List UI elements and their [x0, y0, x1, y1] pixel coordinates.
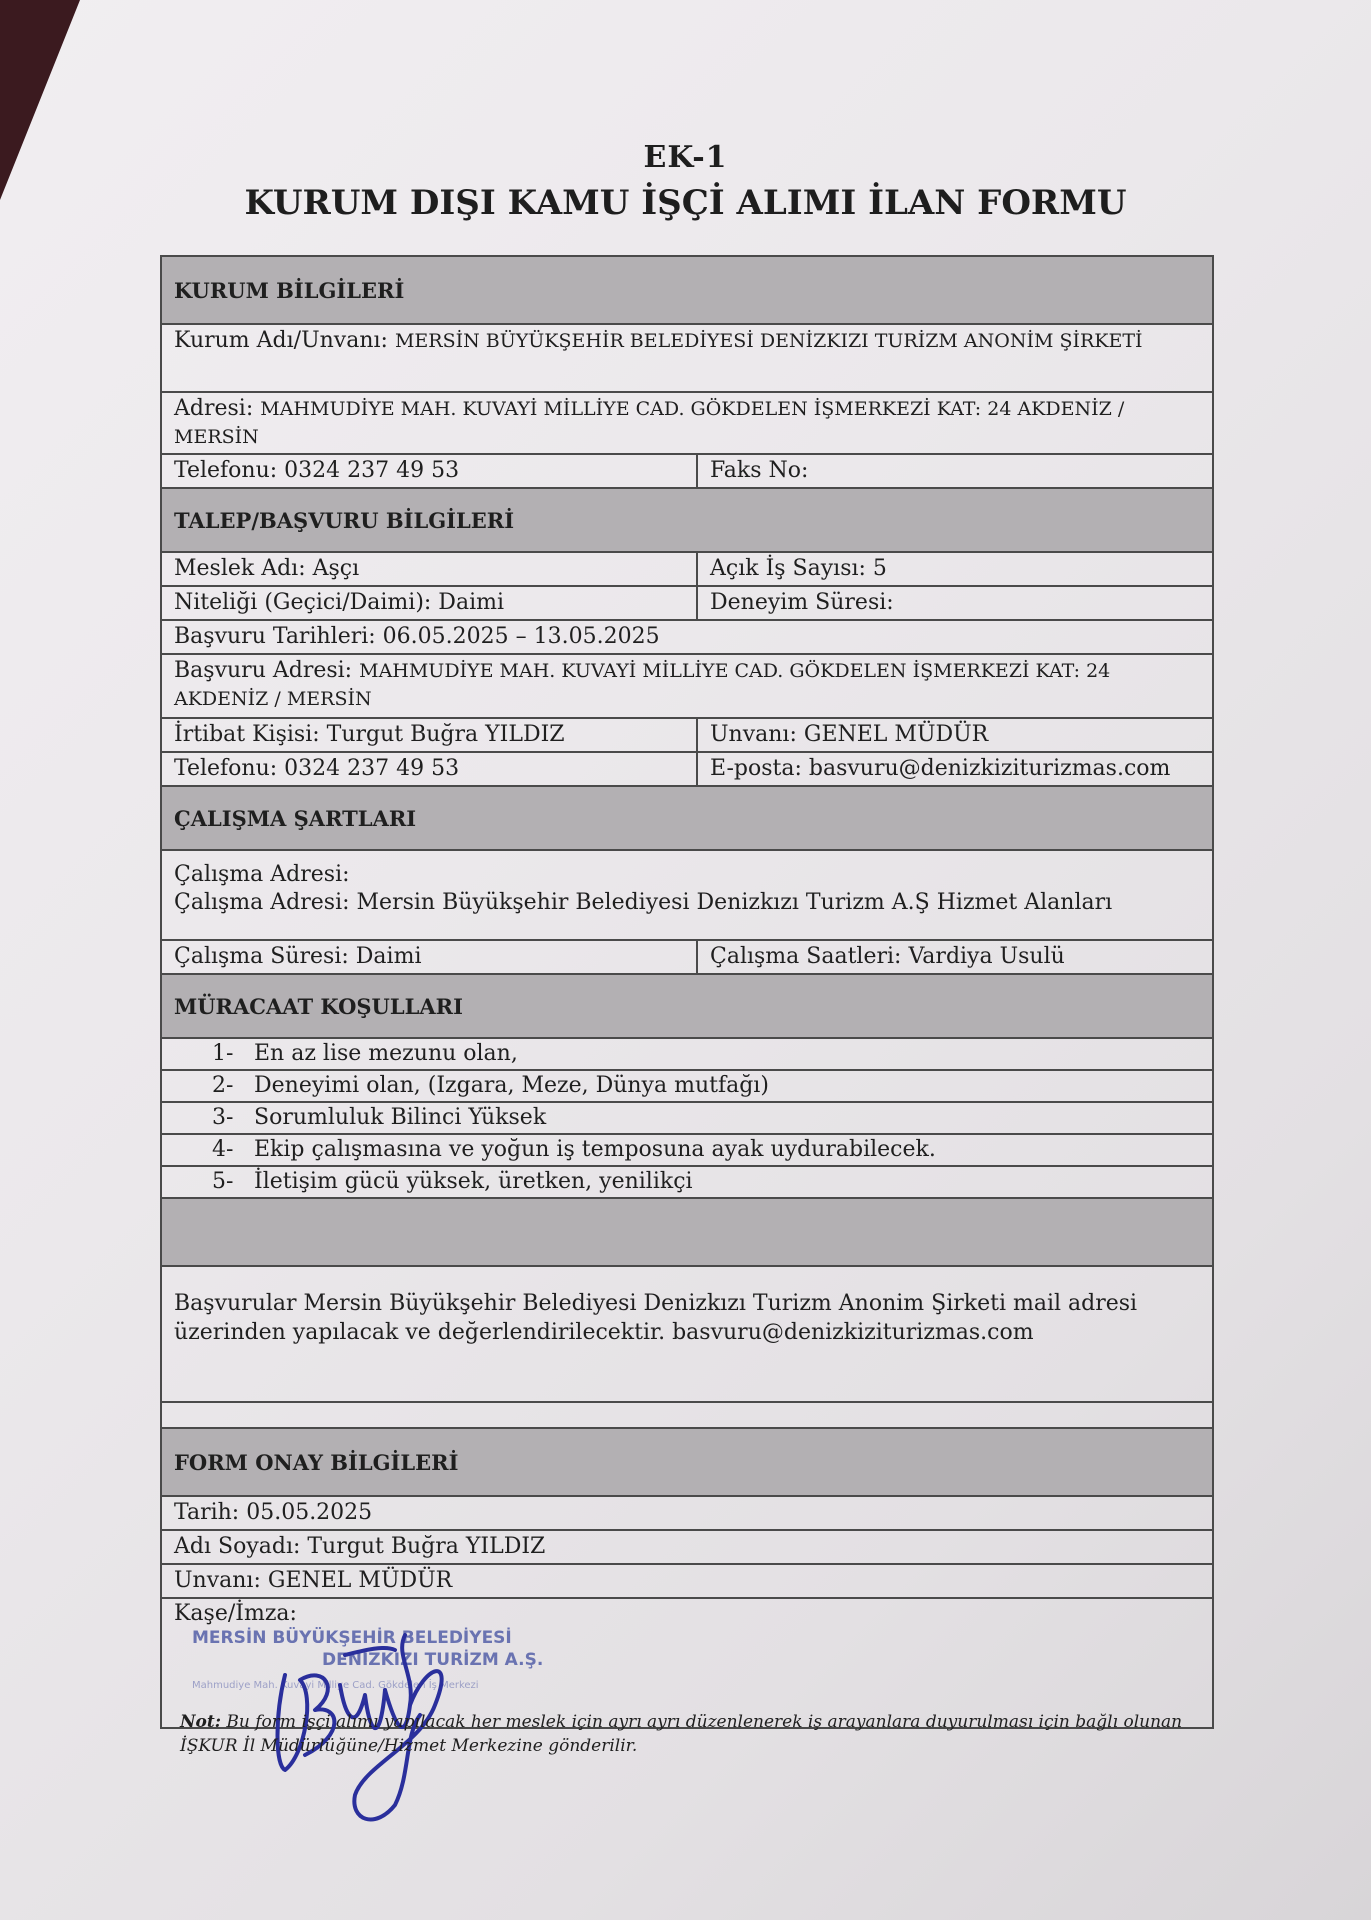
- talep-eposta: E-posta: basvuru@denizkiziturizmas.com: [710, 756, 1171, 781]
- basvuru-notu: Başvurular Mersin Büyükşehir Belediyesi Denizkızı Turizm Anonim Şirketi mail adresi üzerinden yapılacak ve değerlendirilecektir. basvuru@denizkiziturizmas.com: [162, 1267, 1212, 1403]
- talep-telefon: Telefonu: 0324 237 49 53: [162, 753, 698, 785]
- document-header: [0, 140, 1371, 223]
- basvuru-tarihleri: Başvuru Tarihleri: 06.05.2025 – 13.05.2025: [162, 621, 1212, 655]
- note-text: Bu form işçi alımı yapılacak her meslek için ayrı ayrı düzenlenerek iş arayanlara duyurulması için bağlı olunan İŞKUR İl Müdürlüğüne/Hizmet Merkezine gönderilir.: [180, 1712, 1183, 1756]
- calisma-adresi-line1: Çalışma Adresi:: [174, 862, 350, 887]
- section-muracaat-kosullari: MÜRACAAT KOŞULLARI: [162, 975, 1212, 1039]
- basvuru-adresi-label: Başvuru Adresi:: [174, 658, 353, 683]
- acik-is-sayisi: Açık İş Sayısı: 5: [710, 556, 887, 581]
- section-talep-basvuru: TALEP/BAŞVURU BİLGİLERİ: [162, 489, 1212, 553]
- telefon-eposta-row: [162, 753, 1212, 787]
- stamp-line-3: Mahmudiye Mah. Kuvayi Milliye Cad. Gökdelen İş Merkezi: [192, 1680, 479, 1691]
- basvuru-adresi-value: MAHMUDİYE MAH. KUVAYİ MİLLİYE CAD. GÖKDELEN İŞMERKEZİ KAT: 24 AKDENİZ / MERSİN: [174, 660, 1111, 710]
- note-label: Not:: [180, 1712, 222, 1732]
- basvuru-adresi-row: [162, 655, 1212, 719]
- deneyim-suresi: Deneyim Süresi:: [710, 590, 894, 615]
- list-item: [162, 1167, 1212, 1199]
- list-item: [162, 1135, 1212, 1167]
- item-text: Sorumluluk Bilinci Yüksek: [254, 1105, 547, 1130]
- kase-imza-label: Kaşe/İmza:: [174, 1601, 297, 1626]
- item-number: 4-: [212, 1137, 234, 1162]
- kurum-adi-label: Kurum Adı/Unvanı:: [174, 328, 388, 353]
- kurum-adi-value: MERSİN BÜYÜKŞEHİR BELEDİYESİ DENİZKIZI TURİZM ANONİM ŞİRKETİ: [394, 330, 1143, 352]
- item-number: 1-: [212, 1041, 234, 1066]
- nitelik-row: [162, 587, 1212, 621]
- item-text: Ekip çalışmasına ve yoğun iş temposuna ayak uydurabilecek.: [254, 1137, 936, 1162]
- section-kurum-bilgileri: KURUM BİLGİLERİ: [162, 257, 1212, 325]
- list-item: [162, 1039, 1212, 1071]
- niteligi: Niteliği (Geçici/Daimi): Daimi: [162, 587, 698, 619]
- irtibat-row: [162, 719, 1212, 753]
- kurum-telefon-faks-row: [162, 455, 1212, 489]
- kurum-adi-row: [162, 325, 1212, 393]
- section-form-onay: FORM ONAY BİLGİLERİ: [162, 1427, 1212, 1497]
- item-number: 3-: [212, 1105, 234, 1130]
- kurum-adres-label: Adresi:: [174, 396, 254, 421]
- calisma-saatleri: Çalışma Saatleri: Vardiya Usulü: [710, 944, 1065, 969]
- kurum-telefon: Telefonu: 0324 237 49 53: [162, 455, 698, 487]
- list-item: [162, 1071, 1212, 1103]
- section-calisma-sartlari: ÇALIŞMA ŞARTLARI: [162, 787, 1212, 851]
- stamp-line-2: DENİZKIZI TURİZM A.Ş.: [322, 1650, 544, 1670]
- item-text: İletişim gücü yüksek, üretken, yenilikçi: [254, 1169, 693, 1194]
- item-text: En az lise mezunu olan,: [254, 1041, 518, 1066]
- kurum-adres-value: MAHMUDİYE MAH. KUVAYİ MİLLİYE CAD. GÖKDELEN İŞMERKEZİ KAT: 24 AKDENİZ / MERSİN: [174, 398, 1125, 448]
- item-number: 2-: [212, 1073, 234, 1098]
- onay-ad-soyad: Adı Soyadı: Turgut Buğra YILDIZ: [162, 1531, 1212, 1565]
- list-item: [162, 1103, 1212, 1135]
- irtibat-unvani: Unvanı: GENEL MÜDÜR: [710, 722, 989, 747]
- annex-label: EK-1: [643, 140, 728, 175]
- calisma-sure-row: [162, 941, 1212, 975]
- stamp-line-1: MERSİN BÜYÜKŞEHİR BELEDİYESİ: [192, 1628, 512, 1648]
- item-number: 5-: [212, 1169, 234, 1194]
- kurum-adres-row: [162, 393, 1212, 455]
- item-text: Deneyimi olan, (Izgara, Meze, Dünya mutfağı): [254, 1073, 769, 1098]
- form-title: KURUM DIŞI KAMU İŞÇİ ALIMI İLAN FORMU: [244, 183, 1127, 223]
- blank-section-header: [162, 1199, 1212, 1267]
- meslek-adi: Meslek Adı: Aşçı: [162, 553, 698, 585]
- calisma-adresi-line2: Çalışma Adresi: Mersin Büyükşehir Belediyesi Denizkızı Turizm A.Ş Hizmet Alanları: [174, 890, 1113, 915]
- calisma-suresi: Çalışma Süresi: Daimi: [162, 941, 698, 973]
- onay-unvan: Unvanı: GENEL MÜDÜR: [162, 1565, 1212, 1599]
- form-table: [160, 255, 1214, 1729]
- footnote: [180, 1710, 1220, 1758]
- onay-tarih: Tarih: 05.05.2025: [162, 1497, 1212, 1531]
- irtibat-kisisi: İrtibat Kişisi: Turgut Buğra YILDIZ: [162, 719, 698, 751]
- kurum-faks: Faks No:: [710, 458, 809, 483]
- meslek-row: [162, 553, 1212, 587]
- calisma-adresi-row: [162, 851, 1212, 941]
